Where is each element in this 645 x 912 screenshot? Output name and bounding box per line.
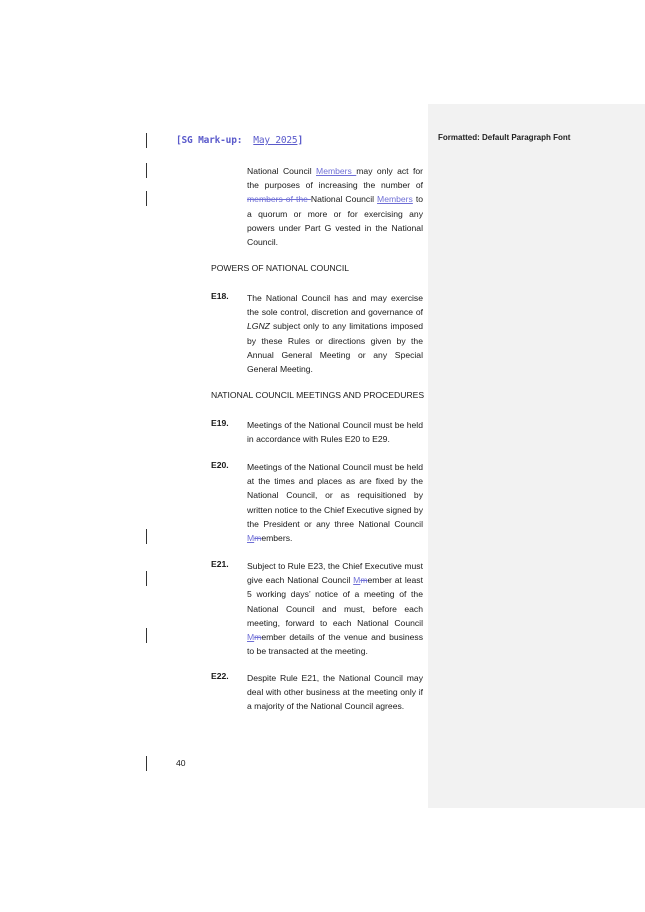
change-bar	[146, 756, 147, 771]
markup-header	[176, 135, 303, 146]
rule-number-e19: E19.	[211, 418, 229, 428]
section-heading-meetings: NATIONAL COUNCIL MEETINGS AND PROCEDURES	[211, 390, 425, 400]
rule-e20-text	[247, 460, 423, 545]
deletion: m	[360, 575, 368, 586]
header-bracket: [	[176, 135, 182, 146]
text: ember at least 5 working days’ notice of a meeting of the National Council and must, before each meeting, forward to each National Council	[247, 575, 423, 628]
insertion: M	[247, 533, 255, 544]
text: National Council	[310, 194, 378, 205]
text: ember details of the venue and business to be transacted at the meeting.	[247, 632, 423, 657]
text: may only act for the purposes of increasing the number of	[247, 166, 424, 191]
change-bar	[146, 133, 147, 148]
insertion: M	[247, 632, 255, 643]
deletion: m	[254, 632, 262, 643]
text: subject only to any limitations imposed by these Rules or directions given by the Annual General Meeting or any Special General Meeting.	[247, 321, 423, 375]
change-bar	[146, 529, 147, 544]
insertion: Members	[377, 194, 413, 205]
deletion: members of the	[247, 194, 311, 205]
page-number: 40	[176, 758, 186, 768]
text: embers.	[261, 533, 293, 544]
change-bar	[146, 571, 147, 586]
comment-pane-title: Formatted: Default Paragraph Font	[438, 133, 571, 142]
insertion: Members	[316, 166, 357, 176]
rule-e19-text: Meetings of the National Council must be held in accordance with Rules E20 to E29.	[247, 420, 423, 445]
text: Subject to Rule E23, the Chief Executive must give each National Council	[247, 561, 423, 586]
rule-number-e18: E18.	[211, 291, 229, 301]
paragraph-quorum	[247, 164, 423, 249]
change-bar	[146, 628, 147, 643]
change-bar	[146, 191, 147, 206]
text: National Council	[247, 166, 317, 176]
insertion: M	[353, 575, 361, 586]
section-heading-powers: POWERS OF NATIONAL COUNCIL	[211, 263, 349, 273]
rule-e21-text	[247, 559, 423, 658]
comment-pane	[428, 104, 645, 808]
change-bar	[146, 163, 147, 178]
rule-e18-text	[247, 291, 423, 376]
rule-e22-text: Despite Rule E21, the National Council may deal with other business at the meeting only if a majority of the National Council agrees.	[247, 673, 423, 712]
rule-number-e21: E21.	[211, 559, 229, 569]
deletion: m	[254, 533, 262, 544]
text: The National Council has and may exercise the sole control, discretion and governance of	[247, 293, 423, 318]
header-bracket: ]	[297, 135, 303, 146]
header-label: SG Mark-up:	[181, 135, 243, 146]
text: to a quorum or more or for exercising any powers under Part G vested in the National Council.	[247, 194, 424, 248]
italic-text: LGNZ	[247, 321, 270, 332]
rule-number-e22: E22.	[211, 671, 229, 681]
rule-number-e20: E20.	[211, 460, 229, 470]
text: Meetings of the National Council must be held at the times and places as are fixed by the National Council, or as requisitioned by written notice to the Chief Executive signed by the President or any three National Council	[247, 462, 423, 529]
header-date: May 2025	[253, 135, 298, 146]
